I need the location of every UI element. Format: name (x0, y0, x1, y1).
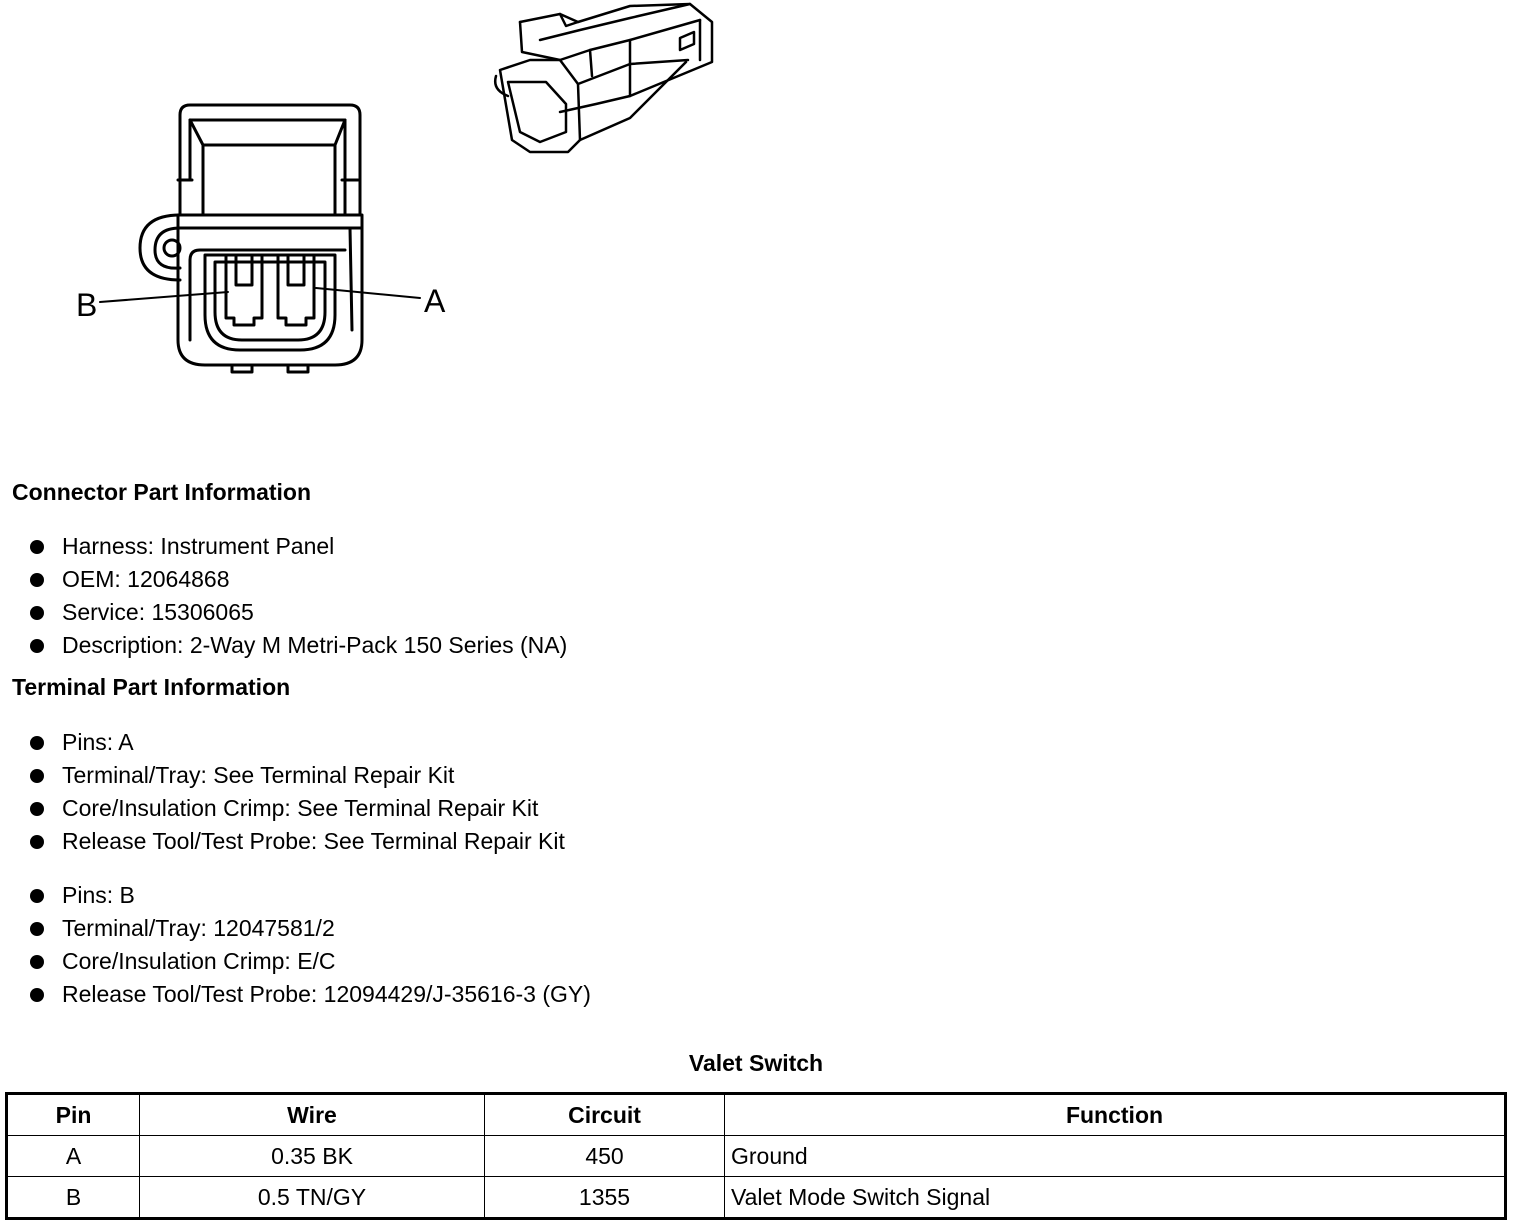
cell-circuit: 450 (485, 1136, 725, 1177)
cell-function: Ground (725, 1136, 1506, 1177)
list-item (0, 726, 565, 759)
cell-pin: A (7, 1136, 140, 1177)
bullet-icon (30, 736, 44, 750)
cell-function: Valet Mode Switch Signal (725, 1177, 1506, 1219)
terminal-info-list-a (0, 726, 565, 858)
cell-pin: B (7, 1177, 140, 1219)
column-header-function: Function (725, 1094, 1506, 1136)
bullet-icon (30, 769, 44, 783)
column-header-wire: Wire (140, 1094, 485, 1136)
list-item (0, 629, 567, 662)
bullet-icon (30, 988, 44, 1002)
bullet-icon (30, 573, 44, 587)
cell-circuit: 1355 (485, 1177, 725, 1219)
list-item (0, 596, 567, 629)
bullet-icon (30, 639, 44, 653)
list-item (0, 945, 591, 978)
bullet-icon (30, 802, 44, 816)
terminal-info-list-b (0, 879, 591, 1011)
connector-diagram (0, 0, 760, 420)
list-item (0, 912, 591, 945)
list-item-text: Core/Insulation Crimp: E/C (62, 948, 336, 974)
bullet-icon (30, 540, 44, 554)
bullet-icon (30, 922, 44, 936)
list-item (0, 825, 565, 858)
list-item (0, 563, 567, 596)
table-header-row (7, 1094, 1506, 1136)
list-item-text: Description: 2-Way M Metri-Pack 150 Series (NA) (62, 632, 568, 658)
column-header-pin: Pin (7, 1094, 140, 1136)
bullet-icon (30, 889, 44, 903)
bullet-icon (30, 835, 44, 849)
list-item-text: Terminal/Tray: 12047581/2 (62, 915, 335, 941)
terminal-info-heading: Terminal Part Information (12, 674, 291, 700)
pin-a-label: A (424, 283, 446, 319)
list-item (0, 879, 591, 912)
connector-isometric-view (495, 4, 712, 152)
cell-wire: 0.35 BK (140, 1136, 485, 1177)
list-item-text: Terminal/Tray: See Terminal Repair Kit (62, 762, 455, 788)
list-item-text: Release Tool/Test Probe: See Terminal Repair Kit (62, 828, 565, 854)
list-item-text: OEM: 12064868 (62, 566, 230, 592)
connector-info-heading: Connector Part Information (12, 479, 312, 505)
pinout-table (5, 1092, 1507, 1220)
list-item (0, 792, 565, 825)
table-row (7, 1136, 1506, 1177)
list-item-text: Pins: A (62, 729, 134, 755)
pin-b-label: B (76, 287, 98, 323)
connector-face-view (100, 105, 420, 372)
bullet-icon (30, 606, 44, 620)
connector-info-list (0, 530, 567, 662)
list-item-text: Release Tool/Test Probe: 12094429/J-35616-3 (GY) (62, 981, 591, 1007)
bullet-icon (30, 955, 44, 969)
list-item-text: Pins: B (62, 882, 135, 908)
list-item (0, 759, 565, 792)
list-item-text: Core/Insulation Crimp: See Terminal Repair Kit (62, 795, 539, 821)
list-item-text: Harness: Instrument Panel (62, 533, 335, 559)
list-item (0, 978, 591, 1011)
column-header-circuit: Circuit (485, 1094, 725, 1136)
list-item-text: Service: 15306065 (62, 599, 254, 625)
table-row (7, 1177, 1506, 1219)
list-item (0, 530, 567, 563)
table-title: Valet Switch (688, 1050, 824, 1076)
cell-wire: 0.5 TN/GY (140, 1177, 485, 1219)
